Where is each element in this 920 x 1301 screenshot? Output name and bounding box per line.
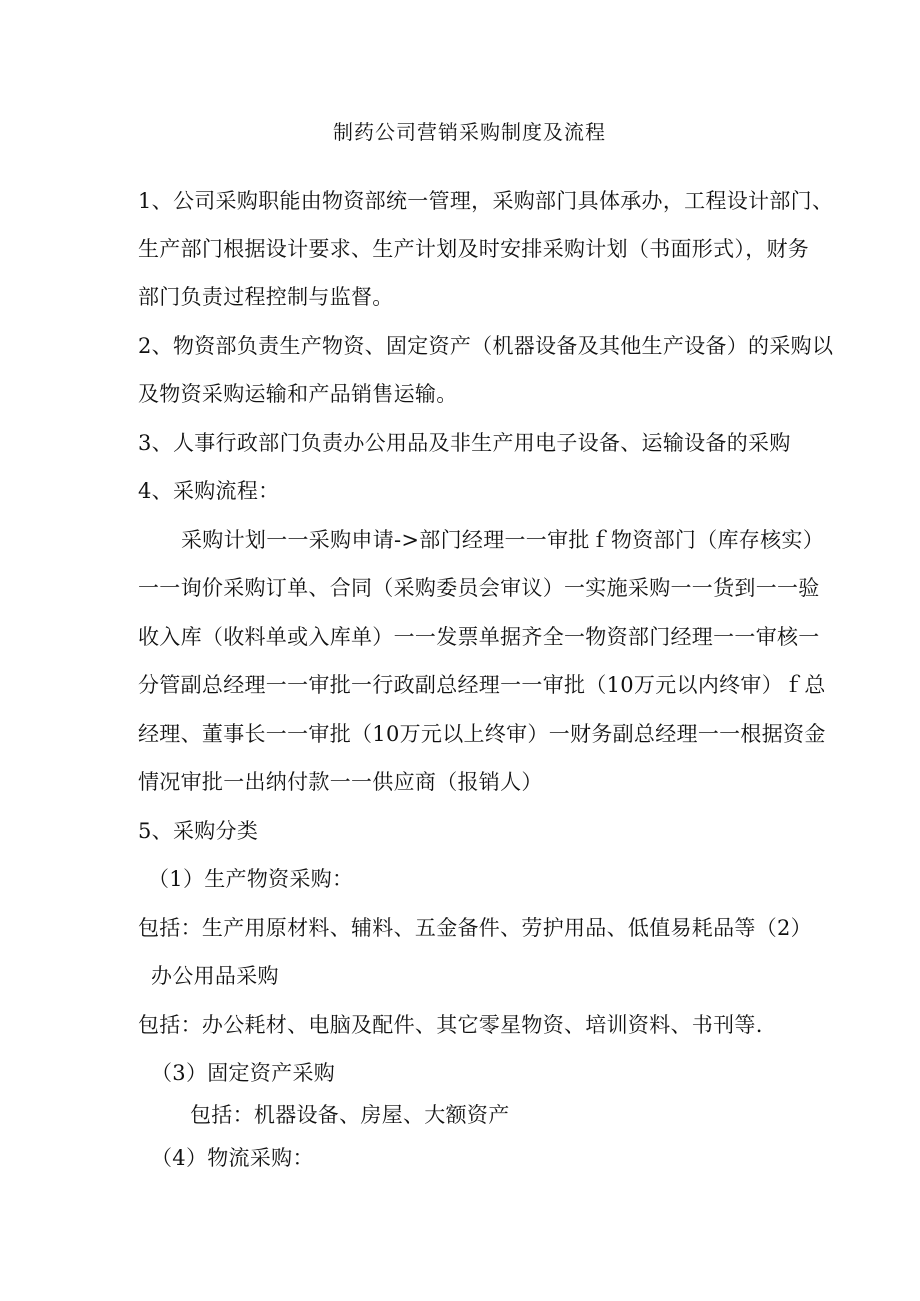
category-2-heading: 办公用品采购 (151, 964, 279, 988)
flow-line-3: 收入库（收料单或入库单）一一发票单据齐全一物资部门经理一一审核一 (138, 625, 820, 649)
flow-line-6: 情况审批一出纳付款一一供应商（报销人） (138, 770, 543, 794)
paragraph-2-line-1: 2、物资部负责生产物资、固定资产（机器设备及其他生产设备）的采购以 (138, 334, 834, 358)
paragraph-3-line-1: 3、人事行政部门负责办公用品及非生产用电子设备、运输设备的采购 (138, 431, 791, 455)
section-5-heading: 5、采购分类 (138, 819, 259, 843)
category-1-description: 包括：生产用原材料、辅料、五金备件、劳护用品、低值易耗品等（2） (138, 916, 812, 940)
document-title: 制药公司营销采购制度及流程 (333, 120, 606, 144)
flow-line-2: 一一询价采购订单、合同（采购委员会审议）一实施采购一一货到一一验 (138, 576, 820, 600)
category-1-heading: （1）生产物资采购： (148, 867, 354, 891)
paragraph-2-line-2: 及物资采购运输和产品销售运输。 (138, 382, 458, 406)
paragraph-1-line-2: 生产部门根据设计要求、生产计划及时安排采购计划（书面形式），财务 (138, 237, 810, 261)
category-3-heading: （3）固定资产采购 (151, 1061, 336, 1085)
category-3-description: 包括：机器设备、房屋、大额资产 (190, 1103, 510, 1127)
flow-line-4: 分管副总经理一一审批一行政副总经理一一审批（10万元以内终审）ｆ总 (138, 673, 826, 697)
paragraph-1-line-3: 部门负责过程控制与监督。 (138, 285, 394, 309)
section-4-heading: 4、采购流程： (138, 479, 280, 503)
paragraph-1-line-1: 1、公司采购职能由物资部统一管理，采购部门具体承办，工程设计部门、 (138, 189, 834, 213)
category-4-heading: （4）物流采购： (151, 1146, 314, 1170)
flow-line-1: 采购计划一一采购申请->部门经理一一审批ｆ物资部门（库存核实） (181, 528, 824, 552)
category-2-description: 包括：办公耗材、电脑及配件、其它零星物资、培训资料、书刊等. (138, 1013, 763, 1037)
flow-line-5: 经理、董事长一一审批（10万元以上终审）一财务副总经理一一根据资金 (138, 722, 826, 746)
